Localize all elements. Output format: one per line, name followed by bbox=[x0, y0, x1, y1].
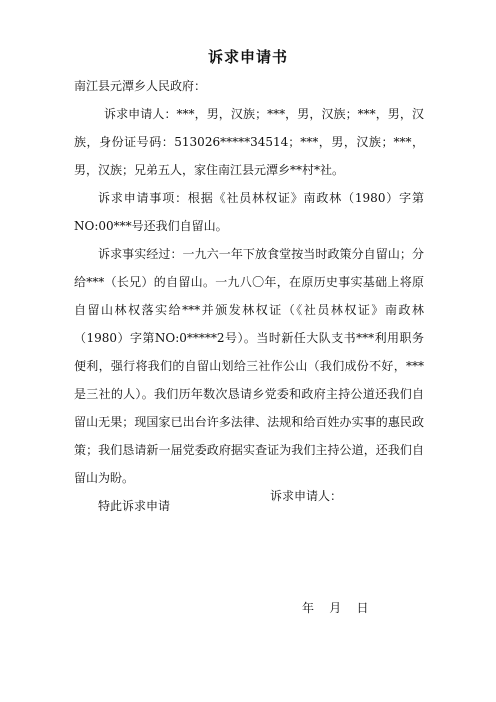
applicant-signature-label: 诉求申请人： bbox=[270, 489, 343, 503]
paragraph-facts: 诉求事实经过：一九六一年下放食堂按当时政策分自留山；分给***（长兄）的自留山。一九八〇年，在原历史事实基础上将原自留山林权落实给***并颁发林权证（《社员林权证》南政林（1980）字第NO:0*****2号）。当时新任大队支书***利用职务便利，强行将我们的自留山划给三社作公山（我们成份不好，***是三社的人）。我们历年数次恳请乡党委和政府主持公道还我们自留山无果；现国家已出台许多法律、法规和给百姓办实事的惠民政策；我们恳请新一届党委政府据实查证为我们主持公道，还我们自留山为盼。 bbox=[74, 247, 424, 485]
closing-line: 特此诉求申请 bbox=[98, 499, 171, 513]
date-line: 年 月 日 bbox=[302, 601, 369, 615]
salutation: 南江县元潭乡人民政府： bbox=[74, 79, 207, 93]
document-body bbox=[74, 72, 424, 520]
document-title: 诉求申请书 bbox=[207, 48, 288, 66]
paragraph-applicants: 诉求申请人：***，男，汉族；***，男，汉族；***，男，汉族，身份证号码：513026*****34514；***，男，汉族；***，男，汉族；兄弟五人，家住南江县元潭乡**村*社。 bbox=[74, 107, 424, 177]
paragraph-request: 诉求申请事项：根据《社员林权证》南政林（1980）字第NO:00***号还我们自留山。 bbox=[74, 191, 424, 233]
